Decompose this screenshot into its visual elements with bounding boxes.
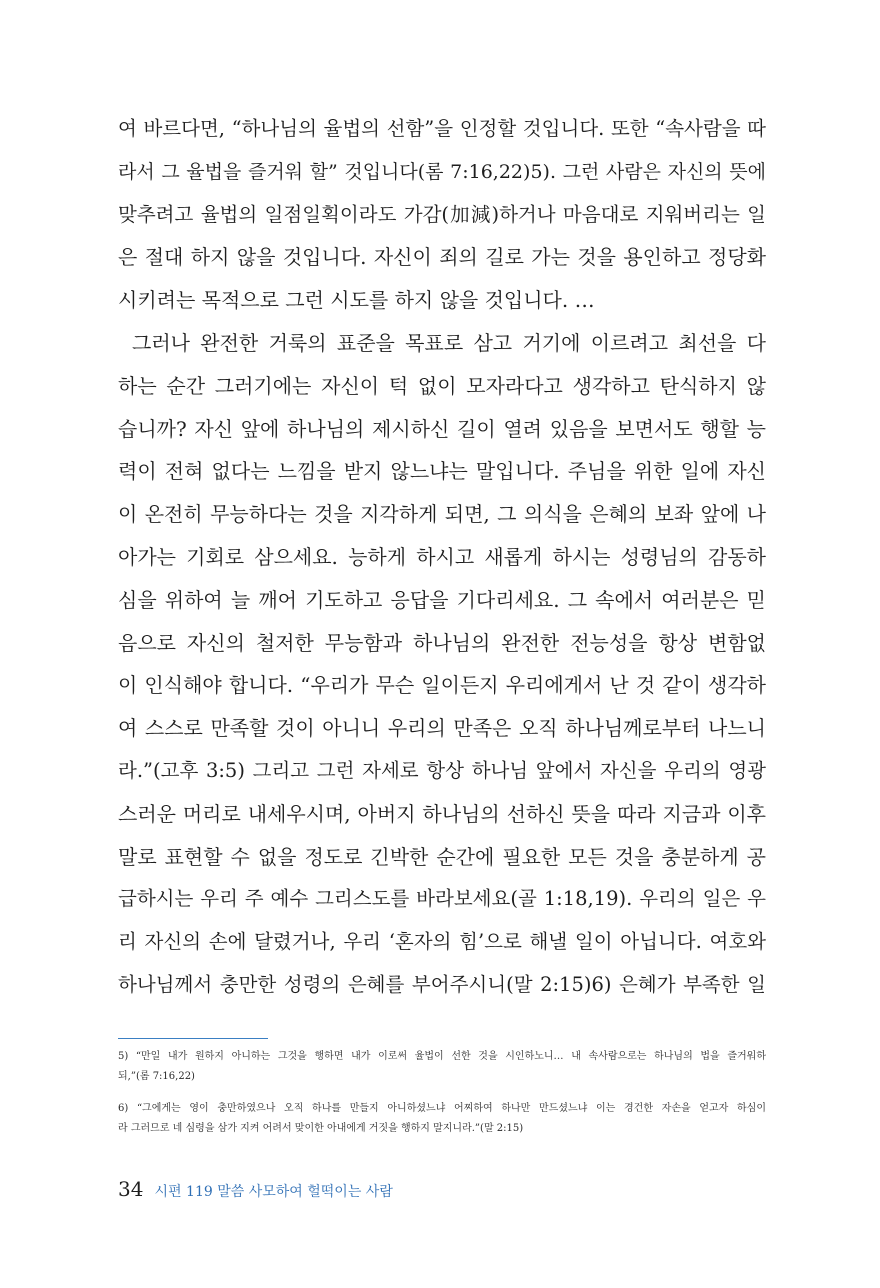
page-footer bbox=[118, 1172, 393, 1206]
body-line: 여 스스로 만족할 것이 아니니 우리의 만족은 오직 하나님께로부터 나느니 bbox=[118, 716, 766, 741]
footnotes bbox=[118, 1047, 766, 1139]
footnote-line: 5) “만일 내가 원하지 아니하는 그것을 행하면 내가 이로써 율법이 선한 것을 시인하노니… 내 속사람으로는 하나님의 법을 즐거워하 bbox=[118, 1051, 766, 1062]
body-line: 스러운 머리로 내세우시며, 아버지 하나님의 선하신 뜻을 따라 지금과 이후 bbox=[118, 801, 766, 826]
body-line: 라서 그 율법을 즐거워 할” 것입니다(롬 7:16,22)5). 그런 사람은 자신의 뜻에 bbox=[118, 160, 766, 183]
body-line: 은 절대 하지 않을 것입니다. 자신이 죄의 길로 가는 것을 용인하고 정당화 bbox=[118, 245, 766, 270]
running-title: 시편 119 말씀 사모하여 헐떡이는 사람 bbox=[154, 1184, 393, 1200]
body-line: 시키려는 목적으로 그런 시도를 하지 않을 것입니다. … bbox=[118, 288, 595, 313]
footnote-line: 라 그러므로 네 심령을 삼가 지켜 어려서 맞이한 아내에게 거짓을 행하지 말지니라.”(말 2:15) bbox=[118, 1123, 524, 1134]
body-line: 하는 순간 그러기에는 자신이 턱 없이 모자라다고 생각하고 탄식하지 않 bbox=[118, 373, 766, 398]
body-line: 하나님께서 충만한 성령의 은혜를 부어주시니(말 2:15)6) 은혜가 부족한 일 bbox=[118, 972, 766, 996]
body-line: 습니까? 자신 앞에 하나님의 제시하신 길이 열려 있음을 보면서도 행할 능 bbox=[118, 416, 766, 441]
footnote-divider bbox=[118, 1038, 268, 1039]
body-line: 이 온전히 무능하다는 것을 지각하게 되면, 그 의식을 은혜의 보좌 앞에 나 bbox=[118, 502, 766, 527]
body-line: 라.”(고후 3:5) 그리고 그런 자세로 항상 하나님 앞에서 자신을 우리의 영광 bbox=[118, 758, 766, 782]
body-line: 아가는 기회로 삼으세요. 능하게 하시고 새롭게 하시는 성령님의 감동하 bbox=[118, 544, 766, 569]
body-text bbox=[118, 108, 766, 1007]
body-line: 리 자신의 손에 달렸거나, 우리 ‘혼자의 힘’으로 해낼 일이 아닙니다. 여호와 bbox=[118, 930, 766, 954]
body-line: 말로 표현할 수 없을 정도로 긴박한 순간에 필요한 모든 것을 충분하게 공 bbox=[118, 844, 766, 869]
footnote-line: 되,”(롬 7:16,22) bbox=[118, 1071, 195, 1082]
body-line: 음으로 자신의 철저한 무능함과 하나님의 완전한 전능성을 항상 변함없 bbox=[118, 630, 766, 655]
body-line: 맞추려고 율법의 일점일획이라도 가감(加減)하거나 마음대로 지워버리는 일 bbox=[118, 202, 766, 226]
footnote-line: 6) “그에게는 영이 충만하였으나 오직 하나를 만들지 아니하셨느냐 어찌하여 하나만 만드셨느냐 이는 경건한 자손을 얻고자 하심이 bbox=[118, 1103, 766, 1114]
body-line: 이 인식해야 합니다. “우리가 무슨 일이든지 우리에게서 난 것 같이 생각하 bbox=[118, 673, 766, 698]
body-line: 력이 전혀 없다는 느낌을 받지 않느냐는 말입니다. 주님을 위한 일에 자신 bbox=[118, 459, 766, 484]
body-line: 그러나 완전한 거룩의 표준을 목표로 삼고 거기에 이르려고 최선을 다 bbox=[132, 330, 766, 355]
body-line: 심을 위하여 늘 깨어 기도하고 응답을 기다리세요. 그 속에서 여러분은 믿 bbox=[118, 587, 766, 612]
body-line: 급하시는 우리 주 예수 그리스도를 바라보세요(골 1:18,19). 우리의 일은 우 bbox=[118, 887, 766, 911]
body-line: 여 바르다면, “하나님의 율법의 선함”을 인정할 것입니다. 또한 “속사람을 따 bbox=[118, 117, 766, 140]
page-number: 34 bbox=[118, 1177, 144, 1201]
